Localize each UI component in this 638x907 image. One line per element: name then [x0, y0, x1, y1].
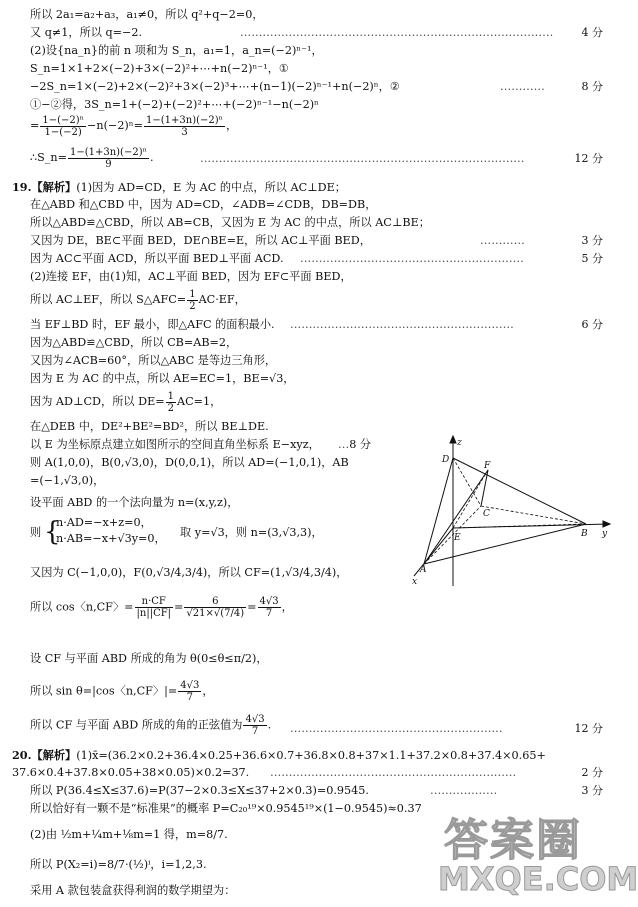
label-C: C	[483, 509, 490, 519]
text-line: 当 EF⊥BD 时，EF 最小，即△AFC 的面积最小.	[30, 318, 275, 331]
text-line: 又因为 C(−1,0,0)，F(0,√3/4,3/4)，所以 CF=(1,√3/4,3/4)，	[30, 566, 348, 579]
text-line: 37.6×0.4+37.8×0.05+38×0.05)×0.2=37.	[12, 766, 250, 779]
score-label: 12 分	[574, 722, 603, 735]
fraction: $\frac{1}{2}$	[189, 288, 196, 312]
formula-line: 所以 CF 与平面 ABD 所成的角的正弦值为 $\frac{4√3}{7}$ .	[30, 714, 272, 737]
edge-AD	[424, 458, 453, 564]
label-D: D	[442, 455, 450, 465]
fraction: $\frac{\text{1−(1+3n)(−2)ⁿ}}{9}$	[69, 146, 147, 170]
score-label: 4 分	[581, 26, 603, 39]
fraction: $\frac{4√3}{7}$	[245, 714, 265, 737]
text-line: 所以 P(X₂=i)=8/7·(½)ⁱ，i=1,2,3.	[30, 858, 207, 871]
leader-dots: ………………	[430, 784, 498, 797]
leader-dots: …………	[480, 234, 525, 247]
question-19-line: 19.【解析】(1)因为 AD=CD，E 为 AC 的中点，所以 AC⊥DE；	[12, 180, 346, 194]
score-label: 2 分	[581, 766, 603, 779]
leader-dots: …………………………………………………	[290, 722, 503, 735]
formula-line: 所以 sin θ=|cos〈n,CF〉|= $\frac{4√3}{7}$ ，	[30, 680, 214, 703]
text-line: (2)连接 EF，由(1)知，AC⊥平面 BED，因为 EF⊂平面 BED，	[30, 270, 352, 283]
label-z: z	[457, 438, 462, 448]
label-y: y	[602, 529, 608, 539]
text-line: 则 A(1,0,0)，B(0,√3,0)，D(0,0,1)，所以 AD=(−1,0,1)，AB	[30, 456, 349, 469]
edge-DB	[453, 458, 586, 524]
text-line: =(−1,√3,0)，	[30, 474, 105, 487]
fraction: $\frac{\text{1−(−2)ⁿ}}{1-(-2)}$	[42, 114, 84, 138]
z-axis-arrow	[450, 436, 456, 443]
text-line: S_n=1×1+2×(−2)+3×(−2)²+⋯+n(−2)ⁿ⁻¹，①	[30, 62, 289, 75]
leader-dots: ……………………………………………………	[290, 318, 514, 331]
text-line: 所以△ABD≌△CBD，所以 AB=CB，又因为 E 为 AC 的中点，所以 AC⊥BE；	[30, 216, 430, 229]
formula-line: 所以 cos〈n,CF〉= $\frac{n\cdot CF}{|n||CF|}$ = $\frac{6}{√21\times√(7/4)}$ = $\frac{4√3}{7}$ ，	[30, 596, 293, 619]
fraction: $\frac{1}{2}$	[167, 390, 175, 414]
label-E: E	[454, 533, 461, 543]
leader-dots: ……………………………………………………	[300, 252, 524, 265]
text-line: (2)由 ½m+¼m+⅛m=1 得，m=8/7.	[30, 828, 228, 841]
fraction: $\frac{4√3}{7}$	[180, 680, 200, 703]
text-line: ①−②得，3S_n=1+(−2)+(−2)²+⋯+(−2)ⁿ⁻¹−n(−2)ⁿ	[30, 98, 319, 111]
text-line: 所以 P(36.4≤X≤37.6)=P(37−2×0.3≤X≤37+2×0.3)=0.9545.	[30, 784, 369, 797]
text-line: 以 E 为坐标原点建立如图所示的空间直角坐标系 E−xyz，	[30, 438, 320, 451]
formula-line: = $\frac{\text{1−(−2)ⁿ}}{1-(-2)}$ −n(−2)ⁿ= $\frac{\text{1−(1+3n)(−2)ⁿ}}{3}$ ，	[30, 114, 238, 138]
edge-AF	[424, 470, 488, 564]
text-line: 设 CF 与平面 ABD 所成的角为 θ(0≤θ≤π/2)，	[30, 652, 268, 665]
score-label: 12 分	[574, 152, 603, 165]
text-line: 又因为∠ACB=60°，所以△ABC 是等边三角形，	[30, 354, 277, 367]
score-label: 8 分	[581, 80, 603, 93]
score-label: 3 分	[581, 234, 603, 247]
fraction: $\frac{6}{√21\times√(7/4)}$	[186, 596, 245, 619]
fraction: $\frac{\text{1−(1+3n)(−2)ⁿ}}{3}$	[146, 114, 223, 138]
coordinate-system-figure	[410, 436, 610, 586]
formula-line: 因为 AD⊥CD，所以 DE= $\frac{1}{2}$ AC=1，	[30, 390, 222, 414]
score-label: 6 分	[581, 318, 603, 331]
leader-dots: …………	[500, 80, 545, 93]
label-B: B	[581, 529, 588, 539]
formula-line: ∴S_n= $\frac{\text{1−(1+3n)(−2)ⁿ}}{9}$ .	[30, 146, 154, 170]
formula-line: 所以 AC⊥EF，所以 S△AFC= $\frac{1}{2}$ AC·EF，	[30, 288, 246, 312]
watermark-logo: 答案圈 MXQE.COM	[438, 815, 638, 898]
text-line: 在△DEB 中，DE²+BE²=BD²，所以 BE⊥DE.	[30, 420, 269, 433]
text-line: 因为 AC⊂平面 ACD，所以平面 BED⊥平面 ACD.	[30, 252, 284, 265]
edge-AB	[424, 524, 586, 564]
text-line: 在△ABD 和△CBD 中，因为 AD=CD，∠ADB=∠CDB，DB=DB，	[30, 198, 377, 211]
leader-dots: ……………………………………………………………………………	[200, 152, 525, 165]
label-A: A	[420, 565, 427, 575]
leader-dots: …………………………………………………………………………	[240, 26, 554, 39]
y-axis-arrow	[603, 521, 610, 527]
text-line: 因为 E 为 AC 的中点，所以 AE=EC=1，BE=√3，	[30, 372, 295, 385]
label-F: F	[484, 461, 491, 471]
question-20-line: 20.【解析】(1)x̄=(36.2×0.2+36.4×0.25+36.6×0.7+36.8×0.8+37×1.1+37.2×0.8+37.4×0.65+	[12, 748, 546, 762]
score-label: 3 分	[581, 784, 603, 797]
score-inline: …8 分	[338, 438, 372, 451]
text-line: −2S_n=1×(−2)+2×(−2)²+3×(−2)³+⋯+(n−1)(−2)ⁿ⁻¹+n(−2)ⁿ，②	[30, 80, 400, 93]
text-line: 采用 A 款包装盒获得利润的数学期望为：	[30, 884, 236, 897]
leader-dots: …………………………………………………………	[270, 766, 517, 779]
fraction: $\frac{n\cdot CF}{|n||CF|}$	[136, 596, 172, 619]
text-line: 设平面 ABD 的一个法向量为 n=(x,y,z)，	[30, 496, 239, 509]
label-x: x	[412, 577, 418, 587]
score-label: 5 分	[581, 252, 603, 265]
text-line: 因为△ABD≌△CBD，所以 CB=AB=2，	[30, 336, 238, 349]
text-line: 所以 2a₁=a₂+a₃，a₁≠0，所以 q²+q−2=0，	[30, 8, 264, 21]
equation-system: 则 { n·AD=−x+z=0， n·AB=−x+√3y=0， 取 y=√3，则 n=(3,√3,3)，	[30, 516, 323, 547]
text-line: 所以恰好有一颗不是“标准果”的概率 P=C₂₀¹⁹×0.9545¹⁹×(1−0.9545)≈0.37	[30, 802, 422, 815]
edge-CB	[481, 506, 586, 524]
text-line: 又因为 DE，BE⊂平面 BED，DE∩BE=E，所以 AC⊥平面 BED，	[30, 234, 371, 247]
text-line: (2)设{na_n}的前 n 项和为 S_n，a₁=1，a_n=(−2)ⁿ⁻¹，	[30, 44, 323, 57]
text-line: 又 q≠1，所以 q=−2.	[30, 26, 143, 39]
fraction: $\frac{4√3}{7}$	[259, 596, 279, 619]
